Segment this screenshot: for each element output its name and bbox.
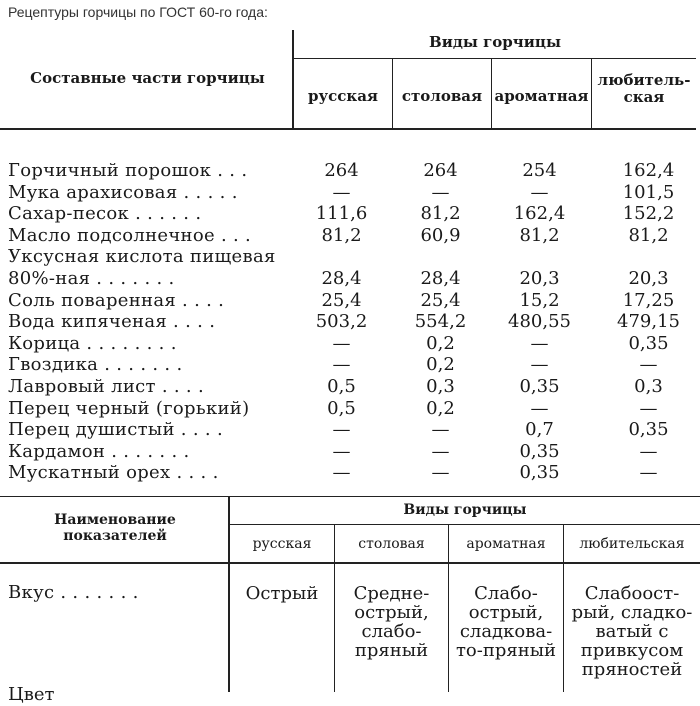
table-cell: 0,35	[519, 462, 560, 484]
component-name: Соль поваренная . . . .	[8, 289, 225, 311]
table-cell: 254	[522, 160, 557, 181]
table-cell: 0,2	[426, 332, 455, 354]
table2-header-bottom-rule	[0, 562, 700, 564]
component-header: Составные части горчицы	[30, 69, 265, 87]
table-cell: 15,2	[519, 289, 560, 311]
component-name: Мускатный орех . . . .	[8, 462, 219, 484]
component-name: 80%-ная . . . . . . .	[8, 268, 175, 289]
column-header-table: столовая	[401, 87, 483, 105]
table-row	[0, 225, 700, 247]
table-cell: 0,3	[634, 376, 663, 397]
table-cell: 20,3	[519, 268, 560, 289]
taste-value-aromatic: Слабо- острый, сладкова- то-пряный	[455, 583, 557, 661]
table-cell: —	[530, 332, 549, 354]
component-name: Перец душистый . . . .	[8, 419, 223, 441]
table-cell: —	[530, 181, 549, 203]
component-name: Перец черный (горький)	[8, 397, 250, 419]
table-cell: 152,2	[622, 203, 675, 225]
table-cell: 264	[423, 160, 458, 181]
taste-value-amateur: Слабоост- рый, сладко- ватый с привкусом пряностей	[571, 583, 693, 680]
component-name: Уксусная кислота пищевая	[8, 246, 276, 268]
table-cell: 25,4	[420, 289, 461, 311]
table-cell: 162,4	[622, 160, 675, 181]
table-cell: 25,4	[321, 289, 362, 311]
table-row	[0, 376, 700, 398]
table-row	[0, 354, 700, 376]
table-cell: —	[639, 462, 658, 484]
table-cell: 28,4	[420, 268, 461, 289]
taste-value-table: Средне- острый, слабо- пряный	[353, 583, 430, 661]
table-cell: 0,5	[327, 376, 356, 397]
table-cell: 0,2	[426, 397, 455, 419]
table-cell: 264	[324, 160, 359, 181]
table-cell: 162,4	[513, 203, 566, 225]
component-name: Кардамон . . . . . . .	[8, 440, 190, 462]
taste-label: Вкус . . . . . . .	[8, 582, 139, 603]
table-row	[0, 268, 700, 290]
table-cell: —	[332, 462, 351, 484]
caption: Рецептуры горчицы по ГОСТ 60-го года:	[8, 4, 268, 20]
table-cell: 81,2	[628, 224, 669, 246]
component-name: Лавровый лист . . . .	[8, 376, 204, 397]
table-cell: —	[332, 440, 351, 462]
component-name: Корица . . . . . . . .	[8, 332, 177, 354]
table-cell: —	[639, 354, 658, 376]
table-cell: —	[332, 332, 351, 354]
table-cell: 503,2	[315, 311, 368, 333]
table2-column-aromatic: ароматная	[466, 536, 546, 552]
table2-top-rule	[0, 496, 700, 497]
component-name: Мука арахисовая . . . . .	[8, 181, 238, 203]
column-header-russian: русская	[308, 87, 378, 105]
table-row	[0, 419, 700, 441]
table-cell: 81,2	[519, 224, 560, 246]
table-cell: 0,3	[426, 376, 455, 397]
table-row	[0, 290, 700, 312]
table-cell: 60,9	[420, 224, 461, 246]
table-cell: 28,4	[321, 268, 362, 289]
table2-column-amateur: любительская	[579, 536, 685, 552]
component-name: Гвоздика . . . . . . .	[8, 354, 183, 376]
table-row	[0, 182, 700, 204]
table-cell: —	[639, 440, 658, 462]
table-cell: 17,25	[622, 289, 675, 311]
table-cell: 554,2	[414, 311, 467, 333]
table-cell: —	[431, 440, 450, 462]
component-name: Горчичный порошок . . .	[8, 160, 248, 181]
group-header-divider	[292, 58, 696, 59]
table-cell: —	[332, 181, 351, 203]
table-row	[0, 160, 700, 182]
table2-group-divider	[228, 524, 700, 525]
table-cell: —	[332, 354, 351, 376]
table-row	[0, 398, 700, 420]
table-row	[0, 311, 700, 333]
table-cell: 111,6	[315, 203, 368, 225]
table-row	[0, 246, 700, 268]
table-row	[0, 462, 700, 484]
color-label: Цвет	[8, 684, 55, 705]
table-cell: —	[431, 419, 450, 441]
table-row	[0, 441, 700, 463]
component-name: Вода кипяченая . . . .	[8, 311, 216, 333]
table2-column-table: столовая	[358, 536, 425, 552]
table-cell: —	[431, 462, 450, 484]
table-cell: 81,2	[321, 224, 362, 246]
table-cell: —	[530, 354, 549, 376]
component-name: Масло подсолнечное . . .	[8, 224, 252, 246]
table-cell: 480,55	[508, 311, 571, 333]
table-cell: 0,2	[426, 354, 455, 376]
table-row	[0, 333, 700, 355]
table2-column-russian: русская	[252, 536, 312, 552]
table-cell: 479,15	[617, 311, 680, 333]
mustard-types-header: Виды горчицы	[429, 33, 561, 51]
table-cell: 81,2	[420, 203, 461, 225]
column-header-aromatic: ароматная	[494, 87, 589, 105]
table2-mustard-types-header: Виды горчицы	[403, 502, 527, 518]
indicator-header: Наименование показателей	[54, 512, 176, 544]
table-cell: 0,35	[519, 440, 560, 462]
table-cell: 0,7	[525, 419, 554, 441]
table-cell: —	[639, 397, 658, 419]
table-cell: 0,35	[628, 419, 669, 441]
table-cell: 0,35	[628, 332, 669, 354]
column-header-amateur: любитель- ская	[597, 71, 691, 106]
table-cell: —	[530, 397, 549, 419]
table-cell: —	[332, 419, 351, 441]
taste-value-russian: Острый	[245, 583, 319, 604]
table-cell: 0,35	[519, 376, 560, 397]
table-cell: —	[431, 181, 450, 203]
table-cell: 0,5	[327, 397, 356, 419]
table-row	[0, 203, 700, 225]
table-cell: 20,3	[628, 268, 669, 289]
component-name: Сахар-песок . . . . . .	[8, 203, 202, 225]
table-cell: 101,5	[622, 181, 675, 203]
